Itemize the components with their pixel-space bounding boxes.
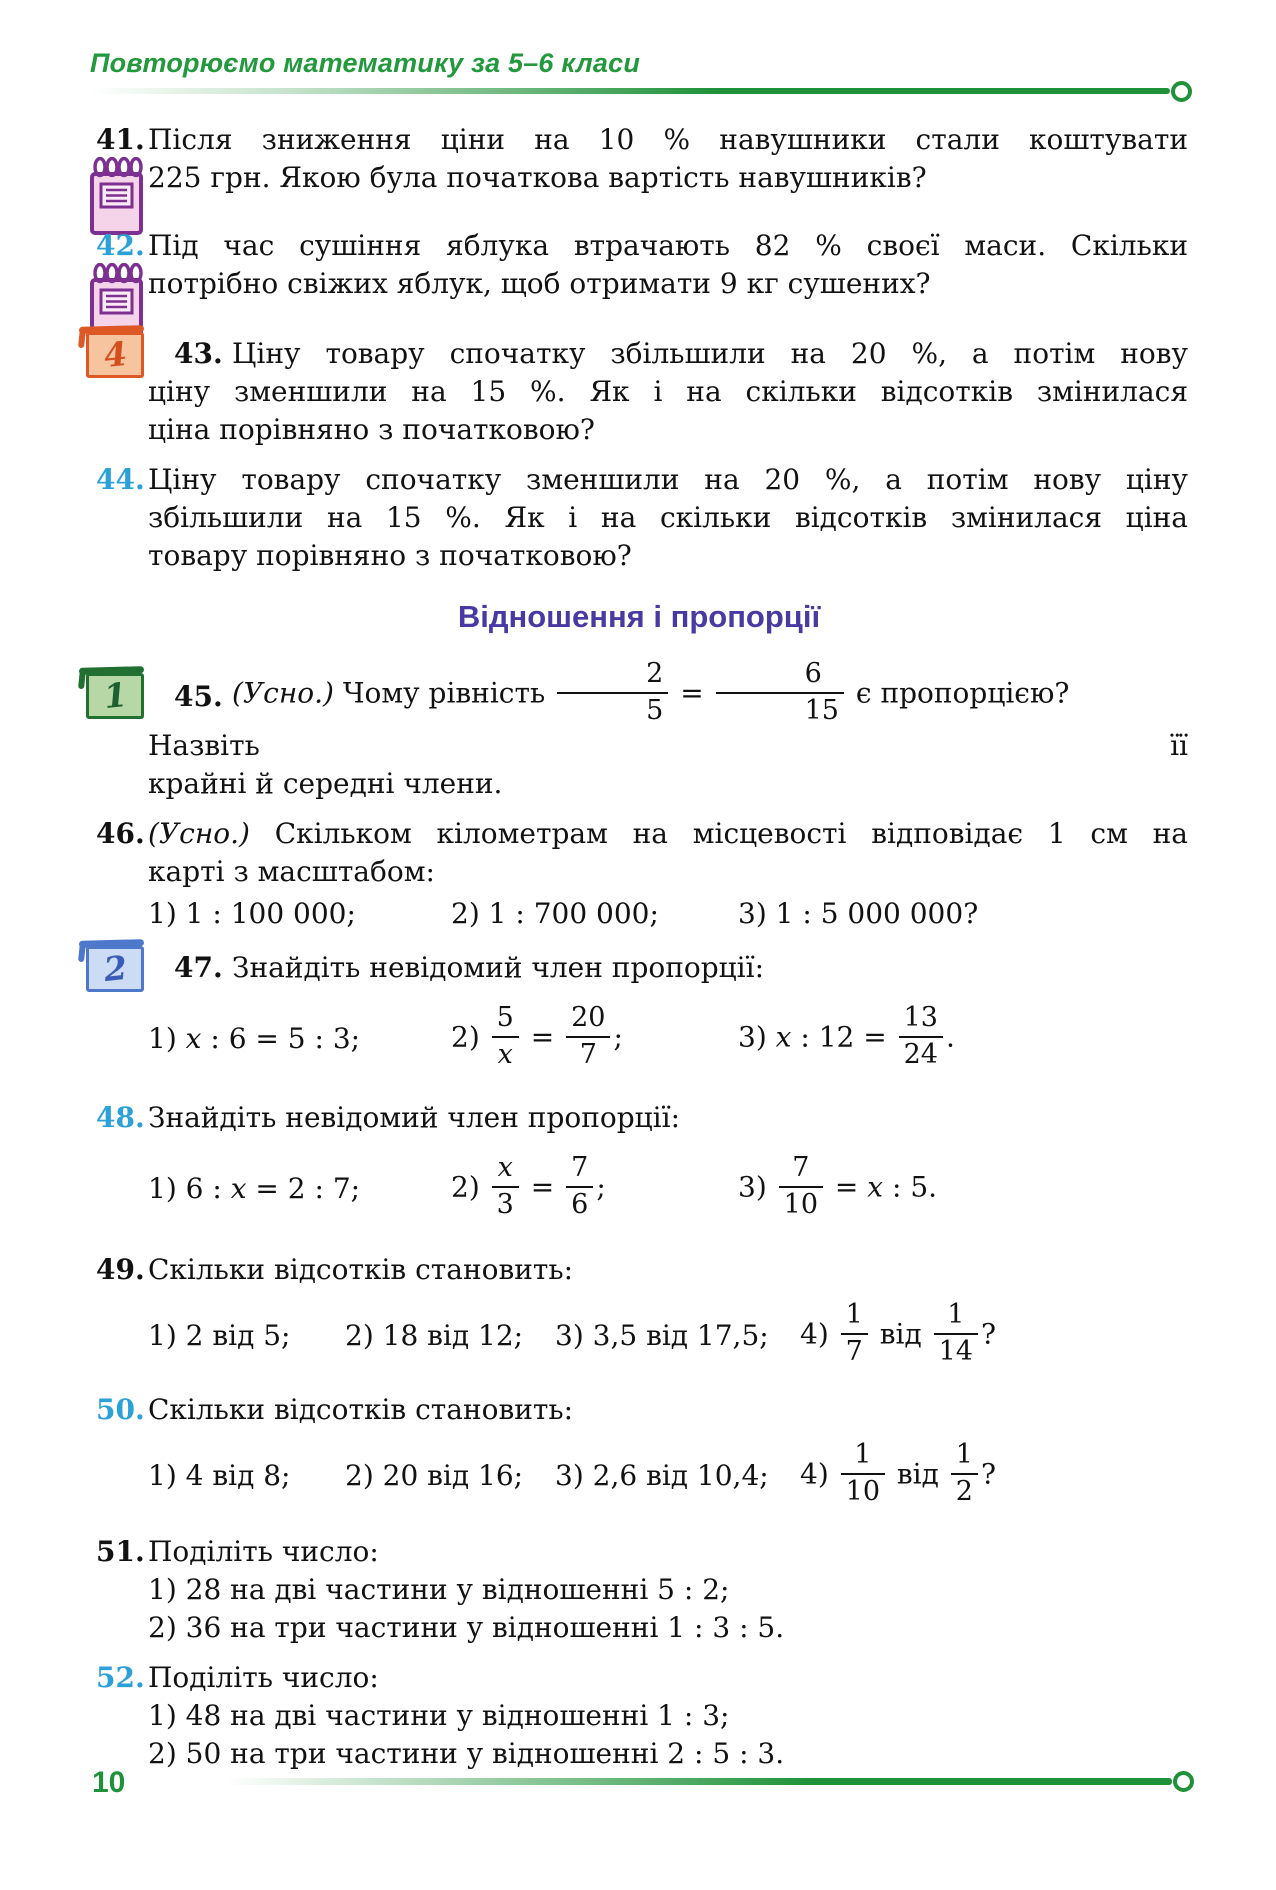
fraction: $\frac{2}{5}$ bbox=[557, 660, 668, 724]
exercise-46-items bbox=[148, 895, 1188, 933]
item-1: 1) 6 : x = 2 : 7; bbox=[148, 1172, 361, 1206]
exercise-51-title: Поділіть число: bbox=[148, 1535, 379, 1569]
exercise-46 bbox=[90, 815, 1188, 933]
exercise-52-item-2: 2) 50 на три частини у відношенні 2 : 5 : 3. bbox=[148, 1737, 785, 1771]
exercise-44 bbox=[90, 461, 1188, 575]
fraction: $\frac{7}{6}$ bbox=[566, 1154, 593, 1218]
item-4: 4) $\frac{1}{10}$ від $\frac{1}{2}$ ? bbox=[800, 1439, 996, 1507]
header-rule-circle-icon bbox=[1171, 81, 1192, 102]
item-3: 3) 1 : 5 000 000? bbox=[738, 897, 979, 931]
level-1-badge-icon: 1 bbox=[86, 673, 144, 719]
item-3: 3) 3,5 від 17,5; bbox=[555, 1319, 769, 1353]
exercise-42 bbox=[90, 227, 1188, 303]
fraction: $\frac{1}{7}$ bbox=[841, 1301, 868, 1365]
fraction: $\frac{13}{24}$ bbox=[899, 1004, 943, 1068]
level-4-badge-icon: 4 bbox=[86, 332, 144, 378]
page-number: 10 bbox=[92, 1766, 126, 1799]
exercise-42-number: 42. bbox=[96, 229, 145, 262]
exercise-50-number: 50. bbox=[96, 1393, 145, 1427]
item-2: 2) 1 : 700 000; bbox=[451, 897, 659, 931]
exercise-43-number: 43. bbox=[174, 337, 223, 370]
exercise-43-line-1: Ціну товару спочатку збільшили на 20 %, а потім нову bbox=[232, 337, 1188, 370]
fraction: $\frac{1}{2}$ bbox=[951, 1441, 978, 1505]
exercise-42-line-2: потрібно свіжих яблук, щоб отримати 9 кг сушених? bbox=[148, 267, 931, 300]
item-3: 3) x : 12 = $\frac{13}{24}$ . bbox=[738, 1002, 955, 1070]
item-2: 2) $\frac{5}{x}$ = $\frac{20}{7}$ ; bbox=[451, 1002, 623, 1070]
exercise-48-title: Знайдіть невідомий член пропорції: bbox=[148, 1101, 681, 1135]
exercise-49-number: 49. bbox=[96, 1253, 145, 1287]
fraction: $\frac{1}{10}$ bbox=[841, 1441, 885, 1505]
exercise-48-items bbox=[148, 1141, 1188, 1237]
exercise-52-item-1: 1) 48 на дві частини у відношенні 1 : 3; bbox=[148, 1699, 730, 1733]
exercise-50-title: Скільки відсотків становить: bbox=[148, 1393, 574, 1427]
exercise-50-items bbox=[148, 1433, 1188, 1519]
item-3: 3) 2,6 від 10,4; bbox=[555, 1459, 769, 1493]
exercise-47-title: Знайдіть невідомий член пропорції: bbox=[232, 951, 765, 985]
item-4: 4) $\frac{1}{7}$ від $\frac{1}{14}$ ? bbox=[800, 1299, 996, 1367]
exercise-41-line-1: Після зниження ціни на 10 % навушники стали коштувати bbox=[148, 123, 1188, 156]
running-head-title: Повторюємо математику за 5–6 класи bbox=[90, 48, 641, 78]
exercise-48-number: 48. bbox=[96, 1101, 145, 1135]
footer-rule bbox=[228, 1778, 1188, 1785]
exercise-42-line-1: Під час сушіння яблука втрачають 82 % своєї маси. Скільки bbox=[148, 229, 1188, 262]
exercise-45 bbox=[90, 658, 1188, 803]
oral-note: (Усно.) bbox=[232, 676, 334, 710]
fraction: $\frac{7}{10}$ bbox=[779, 1154, 823, 1218]
exercise-41-line-2: 225 грн. Якою була початкова вартість навушників? bbox=[148, 161, 927, 194]
exercise-51-item-1: 1) 28 на дві частини у відношенні 5 : 2; bbox=[148, 1573, 730, 1607]
exercise-41 bbox=[90, 121, 1188, 197]
exercise-52 bbox=[90, 1659, 1188, 1773]
item-2: 2) 20 від 16; bbox=[345, 1459, 524, 1493]
exercise-43 bbox=[90, 335, 1188, 449]
fraction: $\frac{20}{7}$ bbox=[566, 1004, 610, 1068]
exercise-51-item-2: 2) 36 на три частини у відношенні 1 : 3 : 5. bbox=[148, 1611, 785, 1645]
exercise-48 bbox=[90, 1099, 1188, 1237]
exercise-46-line-2: карті з масштабом: bbox=[148, 855, 435, 889]
exercise-47-number: 47. bbox=[174, 951, 223, 985]
exercise-51-number: 51. bbox=[96, 1535, 145, 1569]
exercise-46-text: Скільком кілометрам на місцевості відповідає 1 см на bbox=[274, 817, 1188, 851]
item-3: 3) $\frac{7}{10}$ = x : 5. bbox=[738, 1152, 938, 1220]
item-2: 2) $\frac{x}{3}$ = $\frac{7}{6}$ ; bbox=[451, 1152, 606, 1220]
item-1: 1) 4 від 8; bbox=[148, 1459, 291, 1493]
exercise-45-number: 45. bbox=[174, 680, 223, 713]
item-1: 1) x : 6 = 5 : 3; bbox=[148, 1022, 361, 1056]
exercise-44-line-2: збільшили на 15 %. Як і на скільки відсотків змінилася ціна bbox=[148, 501, 1188, 534]
header-rule-line bbox=[90, 88, 1170, 94]
exercise-52-title: Поділіть число: bbox=[148, 1661, 379, 1695]
fraction: $\frac{1}{14}$ bbox=[934, 1301, 978, 1365]
fraction: $\frac{6}{15}$ bbox=[716, 660, 844, 724]
exercise-45-line-1 bbox=[148, 658, 1188, 765]
oral-note: (Усно.) bbox=[148, 817, 250, 851]
exercise-46-number: 46. bbox=[96, 817, 145, 851]
exercise-49-items bbox=[148, 1293, 1188, 1379]
exercise-47-items bbox=[148, 991, 1188, 1087]
exercise-49 bbox=[90, 1251, 1188, 1379]
footer-rule-line bbox=[228, 1778, 1172, 1785]
header-rule bbox=[90, 88, 1188, 95]
fraction: $\frac{5}{x}$ bbox=[492, 1004, 519, 1068]
exercise-44-line-3: товару порівняно з початковою? bbox=[148, 539, 632, 572]
exercise-45-text: Чому рівність bbox=[342, 676, 546, 710]
item-2: 2) 18 від 12; bbox=[345, 1319, 524, 1353]
exercise-43-line-3: ціна порівняно з початковою? bbox=[148, 413, 595, 446]
exercise-45-text: є пропорцією? Назвіть її bbox=[148, 676, 1188, 763]
item-1: 1) 2 від 5; bbox=[148, 1319, 291, 1353]
exercise-44-number: 44. bbox=[96, 463, 145, 496]
exercise-44-line-1: Ціну товару спочатку зменшили на 20 %, а потім нову ціну bbox=[148, 463, 1188, 496]
section-title: Відношення і пропорції bbox=[457, 599, 821, 634]
exercise-45-line-2: крайні й середні члени. bbox=[148, 767, 503, 801]
exercise-41-number: 41. bbox=[96, 123, 145, 156]
equals-sign: = bbox=[680, 676, 704, 710]
exercise-47 bbox=[90, 949, 1188, 1087]
exercise-43-line-2: ціну зменшили на 15 %. Як і на скільки відсотків змінилася bbox=[148, 375, 1188, 408]
exercise-50 bbox=[90, 1391, 1188, 1519]
exercise-51 bbox=[90, 1533, 1188, 1647]
fraction: $\frac{x}{3}$ bbox=[492, 1154, 519, 1218]
exercise-52-number: 52. bbox=[96, 1661, 145, 1695]
exercise-49-title: Скільки відсотків становить: bbox=[148, 1253, 574, 1287]
page-footer bbox=[0, 1766, 1276, 1826]
footer-rule-circle-icon bbox=[1173, 1771, 1194, 1792]
item-1: 1) 1 : 100 000; bbox=[148, 897, 356, 931]
level-2-badge-icon: 2 bbox=[86, 946, 144, 992]
exercise-46-line-1 bbox=[148, 815, 1188, 853]
